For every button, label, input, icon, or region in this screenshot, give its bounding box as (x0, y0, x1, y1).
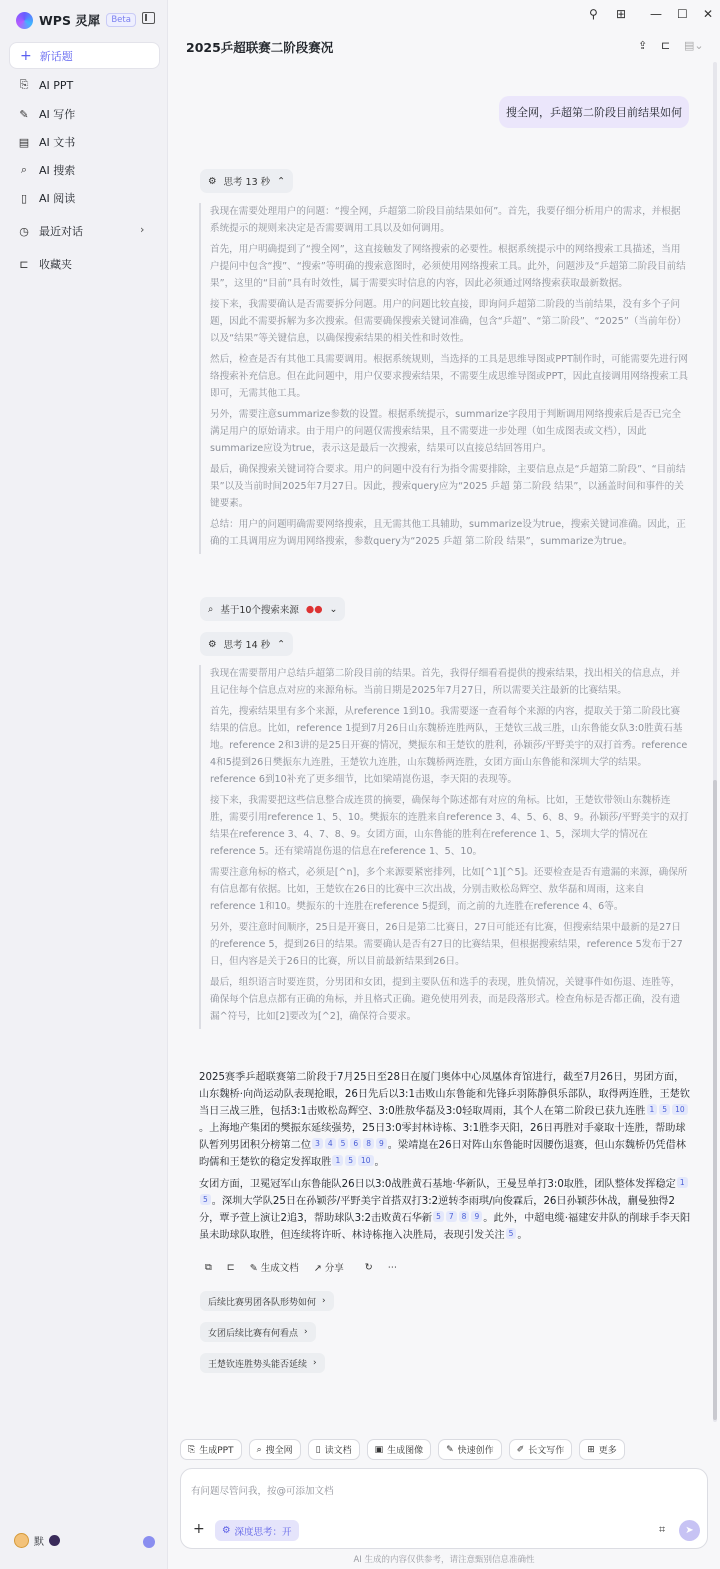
think-paragraph: 另外，要注意时间顺序，25日是开赛日，26日是第二比赛日，27日可能还有比赛，但搜索结果中最新的是27日的reference 5，提到26日的结果。需要确认是否有27日的比赛结果，但根据搜索结果，reference 5发布于27日，但内容是关于26日的比赛，所以目前最新结果到26日。 (210, 922, 683, 967)
tool-more[interactable] (579, 1439, 625, 1460)
ref-tag[interactable]: 1 (647, 1104, 658, 1115)
sidebar-item-label: AI 文书 (39, 136, 76, 149)
minimize-icon[interactable]: — (650, 7, 662, 21)
new-topic-button[interactable] (9, 42, 160, 69)
beta-badge: Beta (106, 13, 136, 27)
plus-icon: + (20, 47, 32, 64)
chevron-up-icon: ⌃ (277, 638, 286, 650)
sources-label: 基于10个搜索来源 (220, 605, 299, 616)
ref-tag[interactable]: 5 (345, 1155, 356, 1166)
share-label: 分享 (324, 1263, 344, 1274)
answer-paragraph (199, 1069, 691, 1171)
sidebar-item-ai-ppt[interactable] (18, 78, 73, 92)
share-icon[interactable]: ⇪ (638, 39, 648, 52)
answer (199, 1069, 691, 1249)
brain-icon: ⚙ (208, 638, 217, 650)
think-paragraph: 最后，组织语言时要连贯，分男团和女团，提到主要队伍和选手的表现，胜负情况，关键事件如伤退、连胜等，确保每个信息点都有正确的角标，并且格式正确。避免使用列表，而是段落形式。检查角标是否都正确，没有遗漏^符号，比如[2]要改为[^2]，确保符合要求。 (210, 977, 681, 1022)
scrollbar-thumb[interactable] (713, 780, 717, 1420)
tool-label: 生成图像 (387, 1446, 424, 1456)
ref-tag[interactable]: 10 (672, 1104, 688, 1115)
regenerate-icon[interactable]: ↻ (364, 1261, 373, 1273)
gen-doc-button[interactable] (250, 1260, 299, 1274)
send-icon: ➤ (685, 1525, 694, 1536)
deep-think-toggle[interactable] (215, 1520, 299, 1541)
bookmark-icon[interactable]: ⊏ (226, 1261, 235, 1273)
ref-tag[interactable]: 5 (338, 1138, 349, 1149)
sidebar-item-ai-search[interactable] (18, 162, 75, 178)
suggestion-label: 王楚钦连胜势头能否延续 (208, 1359, 308, 1370)
attach-icon[interactable]: + (193, 1521, 205, 1537)
ref-tag[interactable]: 3 (312, 1138, 323, 1149)
sidebar (0, 0, 168, 1569)
tool-quick-create[interactable] (438, 1439, 502, 1460)
doc-export-icon[interactable]: ▤⌄ (684, 39, 704, 52)
answer-text: 。深圳大学队25日在孙颖莎/平野美宇首搭双打3:2逆转李雨琪/向俊霖后，26日孙颖莎休战，蒯曼独得2分，覃予萱上演让2追3，帮助球队3:2击败黄石华新 (199, 1196, 675, 1224)
collapse-sidebar-icon[interactable] (142, 12, 155, 24)
gen-doc-label: 生成文档 (260, 1263, 299, 1274)
write-icon: ✐ (516, 1444, 525, 1455)
ref-tag[interactable]: 8 (459, 1211, 470, 1222)
disclaimer: AI 生成的内容仅供参考，请注意甄别信息准确性 (353, 1555, 535, 1565)
tool-label: 生成PPT (199, 1446, 234, 1456)
brain-icon: ⚙ (208, 175, 217, 187)
think-paragraph: 最后，确保搜索关键词符合要求。用户的问题中没有行为指令需要排除，主要信息点是“乒超第二阶段”、“目前结果”以及当前时间2025年7月27日。因此，搜索query应为“2025 乒超 第二阶段 结果”，以涵盖时间和事件的关键要素。 (210, 464, 686, 509)
sidebar-item-label: AI 阅读 (39, 192, 76, 205)
tool-label: 长文写作 (528, 1446, 565, 1456)
doc-icon: ▤ (18, 135, 30, 149)
suggestion-item[interactable] (200, 1291, 334, 1311)
ref-tag[interactable]: 1 (677, 1177, 688, 1188)
share-icon: ↗ (313, 1263, 322, 1274)
share-button[interactable] (314, 1260, 344, 1274)
maximize-icon[interactable]: ☐ (677, 7, 688, 21)
think-block-2 (199, 665, 689, 1029)
think-paragraph: 需要注意角标的格式，必须是[^n]，多个来源要紧密排列，比如[^1][^5]。还要检查是否有遗漏的来源，确保所有信息都有依据。比如，王楚钦在26日的比赛中三次出战，分别击败松岛辉空、敖华磊和周雨，这来自reference 1和10。樊振东的十连胜在reference 5提到，而之前的九连胜在reference 4、6等。 (210, 867, 688, 912)
answer-text: 2025赛季乒超联赛第二阶段于7月25日至28日在厦门奥体中心凤凰体育馆进行，截至7月26日，男团方面，山东魏桥·向尚运动队表现抢眼，26日先后以3:1击败山东鲁能和先锋乒羽陈静俱乐部队，取得两连胜，王楚钦当日三战三胜，包括3:1击败松岛辉空、3:0胜敖华磊及3:0轻取周雨，其个人在第二阶段已获九连胜 (199, 1072, 691, 1117)
ppt-icon: ⎘ (19, 78, 29, 91)
image-icon: ▣ (374, 1444, 384, 1455)
brain-icon: ⚙ (222, 1525, 231, 1536)
sidebar-item-label: 收藏夹 (39, 258, 72, 271)
think-block-1 (199, 203, 689, 554)
suggestion-label: 后续比赛男团各队形势如何 (208, 1297, 317, 1308)
user-message: 搜全网，乒超第二阶段目前结果如何 (499, 96, 689, 128)
brand[interactable] (16, 11, 136, 29)
logo-icon (16, 12, 33, 29)
think-paragraph: 总结：用户的问题明确需要网络搜索，且无需其他工具辅助，summarize设为true，搜索关键词准确。因此，正确的工具调用应为调用网络搜索，参数query为“2025 乒超 第二阶段 结果”，summarize为true。 (210, 519, 686, 547)
chevron-right-icon: › (322, 1296, 326, 1306)
ref-tag[interactable]: 9 (376, 1138, 387, 1149)
brand-name: WPS 灵犀 (39, 13, 101, 28)
sidebar-item-label: AI 写作 (39, 108, 76, 121)
user-name: 默 (34, 1537, 44, 1548)
chevron-down-icon: ⌄ (329, 603, 338, 615)
deep-think-label: 深度思考：开 (234, 1526, 292, 1538)
sources-toggle[interactable] (200, 597, 345, 621)
think-paragraph: 我现在需要处理用户的问题：“搜全网，乒超第二阶段目前结果如何”。首先，我要仔细分析用户的需求，并根据系统提示的规则来决定是否需要调用工具以及如何调用。 (210, 206, 681, 234)
ref-tag[interactable]: 6 (350, 1138, 361, 1149)
screenshot-icon[interactable]: ⌗ (659, 1523, 666, 1536)
answer-actions (205, 1260, 397, 1274)
think-paragraph: 首先，搜索结果里有多个来源，从reference 1到10。我需要逐一查看每个来源的内容，提取关于第二阶段比赛结果的信息。比如，reference 1提到7月26日山东魏桥连胜两队，王楚钦三战三胜，山东鲁能女队3:0胜黄石基地。reference 2和3讲的是25日开赛的情况，樊振东和王楚钦的胜利，孙颖莎/平野美宇的双打首秀。reference 4和5提到26日樊振东九连胜，王楚钦九连胜，山东魏桥两连胜，女团方面山东鲁能和深圳大学的结果。reference 6到10补充了更多细节，比如梁靖崑伤退，李天阳的表现等。 (210, 706, 688, 785)
ref-tag[interactable]: 8 (363, 1138, 374, 1149)
sidebar-item-ai-doc[interactable] (18, 134, 75, 150)
ref-tag[interactable]: 5 (200, 1194, 211, 1205)
search-icon: ⌕ (20, 163, 28, 176)
tool-label: 读文档 (324, 1446, 352, 1456)
pin-icon[interactable]: ⚲ (589, 7, 598, 21)
suggestion-label: 女团后续比赛有何看点 (208, 1328, 299, 1339)
avatar (14, 1533, 29, 1548)
close-icon[interactable]: ✕ (703, 7, 714, 21)
chevron-up-icon: ⌃ (277, 175, 286, 187)
chevron-right-icon: › (304, 1327, 308, 1337)
think-toggle-2[interactable] (200, 632, 293, 656)
answer-text: 。此外，中超电缆·福建安井队的削球手李天阳虽未助球队取胜，但连续将许昕、林诗栋拖入决胜局，表现引发关注 (199, 1213, 691, 1241)
quick-tools (180, 1439, 625, 1460)
book-icon: ▯ (20, 191, 28, 205)
answer-paragraph (199, 1176, 691, 1244)
ref-tag[interactable]: 10 (358, 1155, 374, 1166)
ref-tag[interactable]: 5 (433, 1211, 444, 1222)
pen-icon: ✎ (446, 1444, 454, 1455)
ref-tag[interactable]: 4 (325, 1138, 336, 1149)
more-icon[interactable]: ⋯ (387, 1261, 398, 1273)
suggestion-item[interactable] (200, 1353, 325, 1373)
input-placeholder[interactable]: 有问题尽管问我，按@可添加文档 (191, 1486, 334, 1497)
ref-tag[interactable]: 5 (659, 1104, 670, 1115)
chevron-right-icon: › (313, 1358, 317, 1368)
sidebar-item-recent[interactable] (18, 223, 83, 239)
assistant-icon[interactable] (143, 1536, 155, 1548)
source-logos-icon: ●● (305, 603, 323, 615)
chat-input[interactable] (180, 1468, 708, 1549)
think-label: 思考 13 秒 (223, 177, 271, 188)
ref-tag[interactable]: 9 (471, 1211, 482, 1222)
suggestion-item[interactable] (200, 1322, 316, 1342)
pen-icon: ✎ (19, 107, 29, 121)
tool-long-write[interactable] (509, 1439, 573, 1460)
search-icon: ⌕ (208, 603, 214, 615)
page-title: 2025乒超联赛二阶段赛况 (186, 40, 334, 55)
pen-icon: ✎ (249, 1263, 258, 1274)
sidebar-item-ai-write[interactable] (18, 106, 75, 122)
sidebar-item-label: AI PPT (39, 78, 74, 92)
answer-text: 女团方面，卫冕冠军山东鲁能队26日以3:0战胜黄石基地·华新队，王曼昱单打3:0取胜，团队整体发挥稳定 (199, 1179, 676, 1190)
sidebar-item-label: 最近对话 (39, 225, 83, 238)
think-paragraph: 另外，需要注意summarize参数的设置。根据系统提示，summarize字段用于判断调用网络搜索后是否已完全满足用户的原始请求。由于用户的问题仅需搜索结果，且不需要进一步处理（如生成图表或文档），因此summarize应设为true，表示这是最后一次搜索，结果可以直接总结回答用户。 (210, 409, 681, 454)
ref-tag[interactable]: 5 (506, 1228, 517, 1239)
tool-web-search[interactable] (249, 1439, 301, 1460)
tool-label: 更多 (598, 1446, 617, 1456)
think-paragraph: 接下来，我需要确认是否需要拆分问题。用户的问题比较直接，即询问乒超第二阶段的当前结果，没有多个子问题，因此不需要拆解为多次搜索。但需要确保搜索关键词准确，包含“乒超”、“第二阶段”、“2025”（当前年份）以及“结果”等关键信息，以确保搜索结果的相关性和时效性。 (210, 299, 687, 344)
tool-label: 搜全网 (265, 1446, 293, 1456)
think-paragraph: 接下来，我需要把这些信息整合成连贯的摘要，确保每个陈述都有对应的角标。比如，王楚钦带领山东魏桥连胜，需要引用reference 1、5、10。樊振东的连胜来自reference 3、4、5、6、8、9。孙颖莎/平野美宇的双打结果在reference 3、4、7、8、9。女团方面，山东鲁能的胜利在reference 1、5，深圳大学的情况在reference 5。还有梁靖崑伤退的信息在reference 1、5、10。 (210, 795, 689, 857)
ppt-icon: ⎘ (188, 1444, 196, 1455)
think-paragraph: 然后，检查是否有其他工具需要调用。根据系统规则，当选择的工具是思维导图或PPT制作时，可能需要先进行网络搜索补充信息。但在此问题中，用户仅要求搜索结果，不需要生成思维导图或PPT，因此直接调用网络搜索工具即可，无需其他工具。 (210, 354, 688, 399)
answer-text: 。 (517, 1230, 528, 1241)
sidebar-item-ai-read[interactable] (18, 190, 75, 206)
new-topic-label: 新话题 (39, 49, 73, 63)
grid-icon: ⊞ (587, 1444, 595, 1455)
ref-tag[interactable]: 1 (332, 1155, 343, 1166)
answer-text: 。 (374, 1157, 385, 1168)
think-label: 思考 14 秒 (223, 640, 271, 651)
copy-icon[interactable]: ⧉ (205, 1261, 212, 1273)
send-button[interactable] (679, 1520, 700, 1541)
chevron-right-icon[interactable]: › (140, 223, 145, 236)
bookmark-icon: ⊏ (19, 257, 29, 271)
tool-label: 快速创作 (457, 1446, 494, 1456)
think-paragraph: 首先，用户明确提到了“搜全网”，这直接触发了网络搜索的必要性。根据系统提示中的网络搜索工具描述，当用户提问中包含“搜”、“搜索”等明确的搜索意图时，必须使用网络搜索工具。此外，问题涉及“乒超第二阶段目前结果”，这里的“目前”具有时效性，属于需要实时信息的内容，因此必须通过网络搜索获取最新数据。 (210, 244, 686, 289)
bookmark-add-icon[interactable]: ⊏ (661, 39, 671, 52)
tool-gen-image[interactable] (367, 1439, 432, 1460)
user-profile[interactable] (14, 1533, 60, 1548)
search-icon: ⌕ (256, 1444, 262, 1455)
think-paragraph: 我现在需要帮用户总结乒超第二阶段目前的结果。首先，我得仔细看看提供的搜索结果，找出相关的信息点，并且记住每个信息点对应的来源角标。当前日期是2025年7月27日，所以需要关注最新的比赛结果。 (210, 668, 681, 696)
sidebar-item-favorites[interactable] (18, 256, 72, 272)
book-icon: ▯ (315, 1444, 321, 1455)
answer-text: 。梁靖崑在26日对阵山东鲁能时因腰伤退赛，但山东魏桥仍凭借林昀儒和王楚钦的稳定发挥取胜 (199, 1140, 686, 1168)
clock-icon: ◷ (19, 224, 29, 238)
tool-gen-ppt[interactable] (180, 1439, 242, 1460)
answer-text: 。上海地产集团的樊振东延续强势，25日3:0零封林诗栋、3:1胜李天阳，26日再胜对手豪取十连胜，帮助球队暂列男团积分榜第二位 (199, 1123, 686, 1151)
tool-read-doc[interactable] (308, 1439, 360, 1460)
layout-icon[interactable]: ⊞ (616, 7, 627, 21)
sidebar-item-label: AI 搜索 (39, 164, 76, 177)
vip-icon (49, 1535, 60, 1546)
ref-tag[interactable]: 7 (446, 1211, 457, 1222)
think-toggle-1[interactable] (200, 169, 293, 193)
